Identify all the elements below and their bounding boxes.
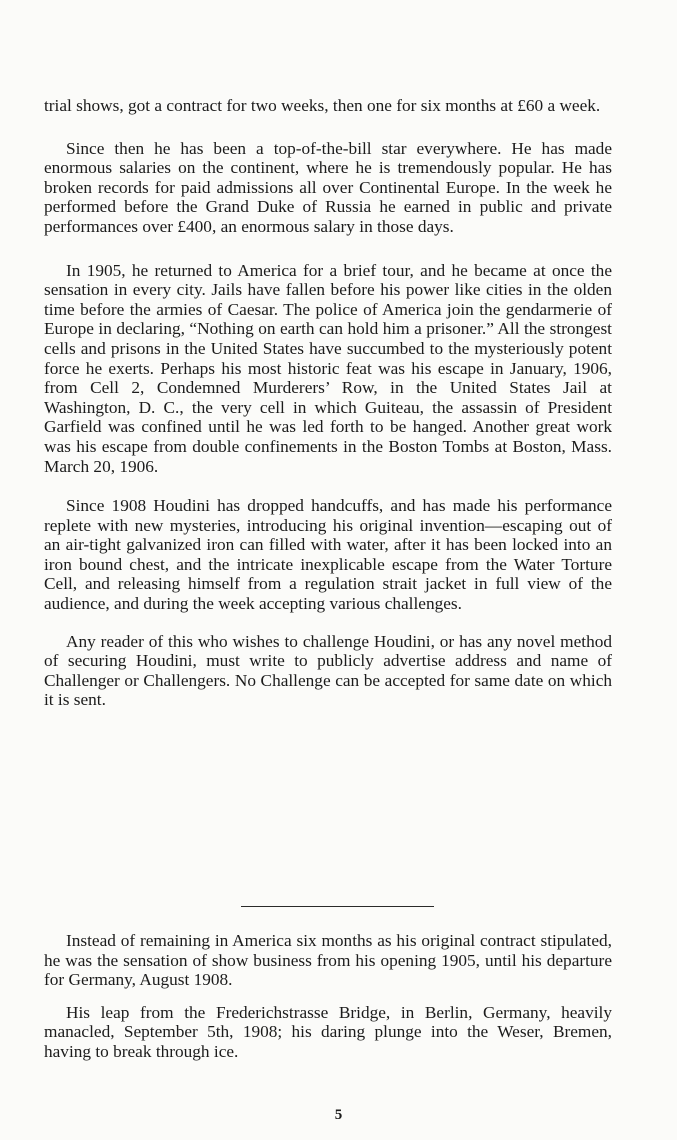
paragraph-top-of-bill: Since then he has been a top-of-the-bill star everywhere. He has made enormous salaries on the continent, where he is tremendously popular. He has broken records for paid admissions all over Continental Europe. In the week he performed before the Grand Duke of Russia he earned in public and private performances over £400, an enormous salary in those days. [44,138,612,236]
paragraph-leap: His leap from the Frederichstrasse Bridge, in Berlin, Germany, heavily manacled, September 5th, 1908; his daring plunge into the Weser, Bremen, having to break through ice. [44,1002,612,1061]
paragraph-contract: Instead of remaining in America six months as his original contract stipulated, he was the sensation of show business from his opening 1905, until his departure for Germany, August 1908. [44,931,612,990]
section-divider-rule [241,906,434,907]
paragraph-1905-return: In 1905, he returned to America for a brief tour, and he became at once the sensation in every city. Jails have fallen before his power like cities in the olden time before the armies of Caesar. The police of America join the gendarmerie of Europe in declaring, “Nothing on earth can hold him a prisoner.” All the strongest cells and prisons in the United States have succumbed to the mysteriously potent force he exerts. Perhaps his most historic feat was his escape in January, 1906, from Cell 2, Condemned Murderers’ Row, in the United States Jail at Washington, D. C., the very cell in which Guiteau, the assassin of President Garfield was confined until he was led forth to be hanged. Another great work was his escape from double confinements in the Boston Tombs at Boston, Mass. March 20, 1906. [44,260,612,476]
secondary-text-column [44,931,612,1062]
paragraph-challenge: Any reader of this who wishes to challenge Houdini, or has any novel method of securing Houdini, must write to publicly advertise address and name of Challenger or Challengers. No Challenge can be accepted for same date on which it is sent. [44,631,612,710]
main-text-column [44,96,612,710]
paragraph-continued: trial shows, got a contract for two weeks, then one for six months at £60 a week. [44,96,601,115]
page-number: 5 [334,1107,343,1123]
paragraph-since-1908: Since 1908 Houdini has dropped handcuffs, and has made his performance replete with new mysteries, introducing his original invention—escaping out of an air-tight galvanized iron can filled with water, after it has been locked into an iron bound chest, and the intricate inexplicable escape from the Water Torture Cell, and releasing himself from a regulation strait jacket in full view of the audience, and during the week accepting various challenges. [44,496,612,614]
